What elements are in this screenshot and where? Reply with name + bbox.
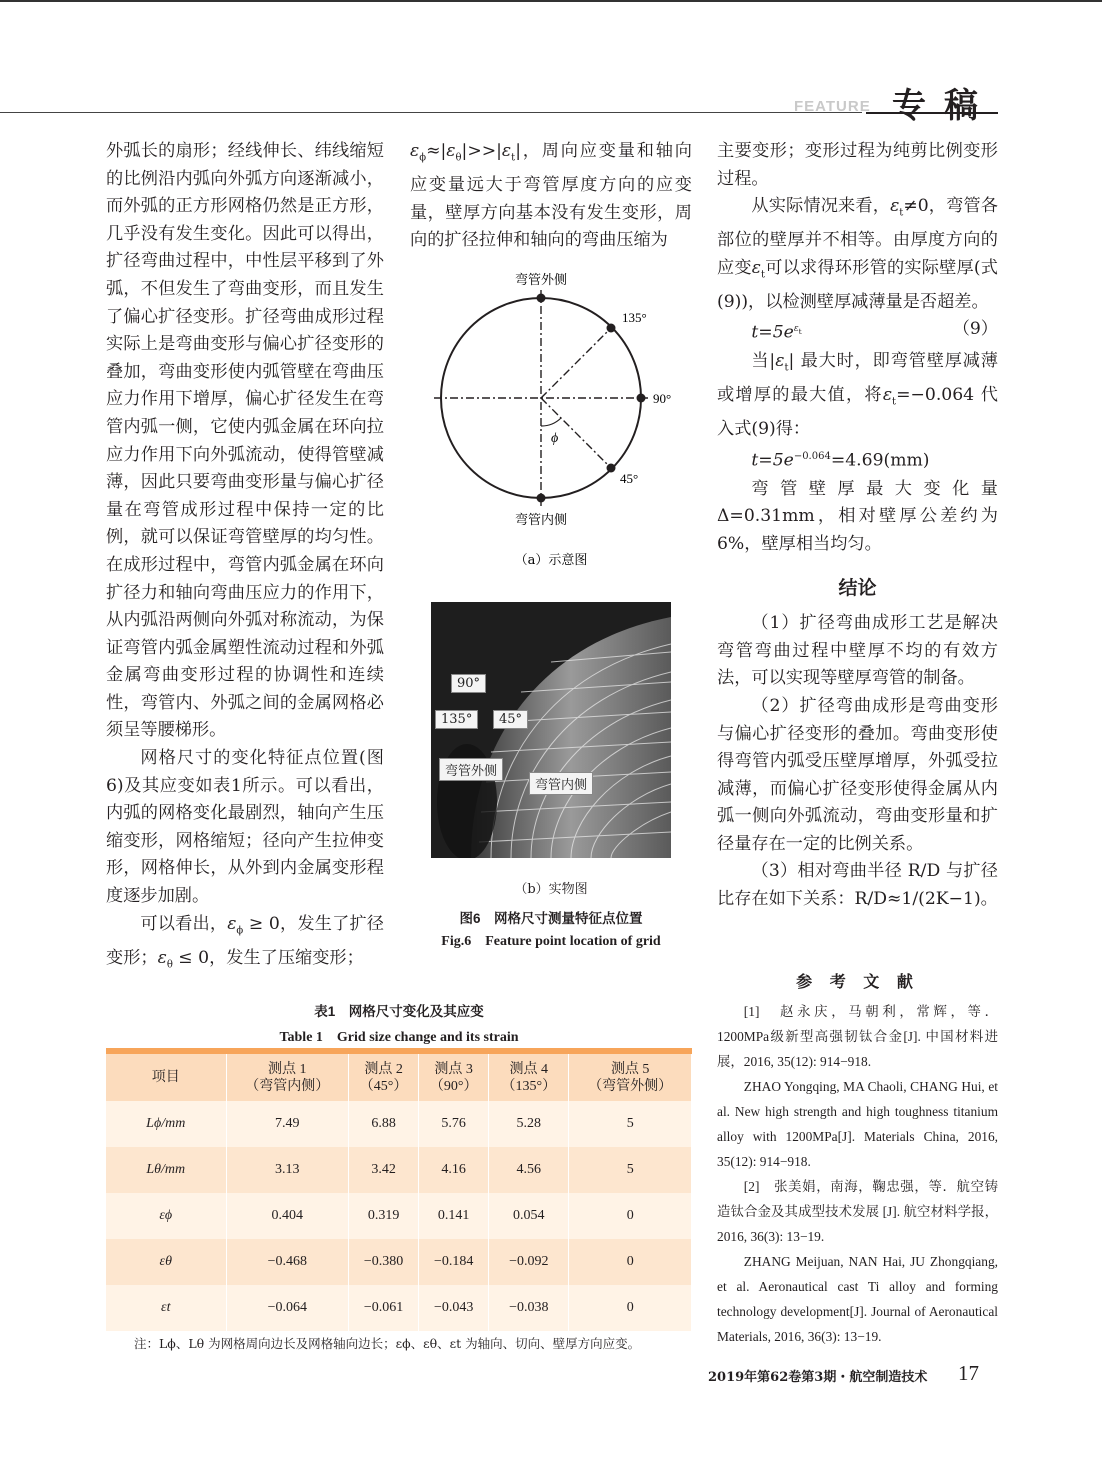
table-cell: −0.468 — [226, 1239, 349, 1285]
table-header: 测点 2 （45°） — [349, 1054, 419, 1101]
angle-90-label: 90° — [653, 391, 672, 406]
table-cell: −0.184 — [419, 1239, 489, 1285]
text-column-3 — [717, 138, 998, 1349]
row-label: Lθ/mm — [106, 1147, 226, 1193]
references-heading: 参 考 文 献 — [796, 971, 919, 991]
table-cell: 4.56 — [489, 1147, 569, 1193]
photo-label-45: 45° — [493, 710, 528, 729]
table-row — [106, 1285, 692, 1331]
text-column-1 — [106, 138, 384, 979]
row-label: εθ — [106, 1239, 226, 1285]
table-cell: 0.404 — [226, 1193, 349, 1239]
table-cell: 3.42 — [349, 1147, 419, 1193]
figure-title-cn: 图6 网格尺寸测量特征点位置 — [459, 911, 643, 926]
inner-side-label: 弯管内侧 — [514, 513, 568, 528]
table-cell: 3.13 — [226, 1147, 349, 1193]
table-row — [106, 1147, 692, 1193]
phi-label: ϕ — [551, 431, 559, 446]
text-column-2 — [410, 138, 692, 255]
table-note: 注：Lϕ、Lθ 为网格周向边长及网格轴向边长；εϕ、εθ、εt 为轴向、切向、壁厚方向应变。 — [134, 1336, 641, 1351]
reference-list — [717, 999, 998, 1349]
table-cell: 5 — [569, 1147, 692, 1193]
point-inner — [537, 494, 546, 503]
figure-title-en: Fig.6 Feature point location of grid — [441, 934, 661, 949]
reference-item: [1] 赵永庆，马朝利，常辉，等．1200MPa级新型高强韧钛合金[J]. 中国材料进展，2016, 35(12): 914−918. — [717, 1004, 998, 1070]
table-row — [106, 1193, 692, 1239]
table-cell: 0 — [569, 1239, 692, 1285]
reference-item: ZHAO Yongqing, MA Chaoli, CHANG Hui, et al. New high strength and high toughness titanium alloy with 1200MPa[J]. Materials China, 2016, 35(12): 914−918. — [717, 1079, 998, 1170]
pipe-photo — [431, 602, 671, 858]
header-rule — [0, 112, 862, 113]
equation-9: $t=5e^{\varepsilon_t}$ （9） — [751, 319, 998, 344]
table-cell: 6.88 — [349, 1101, 419, 1147]
table-header: 项目 — [106, 1054, 226, 1101]
table-cell: −0.061 — [349, 1285, 419, 1331]
footer-issue: 2019年第62卷第3期・航空制造技术 — [708, 1370, 928, 1385]
table-title-en: Table 1 Grid size change and its strain — [279, 1030, 519, 1045]
equation-result: $t=5e^{-0.064}=4.69(mm)$ — [751, 451, 930, 472]
table-cell: 0.319 — [349, 1193, 419, 1239]
table-row — [106, 1239, 692, 1285]
table-cell: −0.043 — [419, 1285, 489, 1331]
pipe-photo-drawing — [431, 602, 671, 858]
photo-label-135: 135° — [435, 710, 478, 729]
caption-b: （b）实物图 — [514, 882, 588, 897]
row-label: Lϕ/mm — [106, 1101, 226, 1147]
table-header: 测点 5 （弯管外侧） — [569, 1054, 692, 1101]
conclusion-item: （2）扩径弯曲成形是弯曲变形与偏心扩径变形的叠加。弯曲变形使得弯管内弧受压壁厚增厚，外弧受拉减薄，而偏心扩径变形使得金属从内弧一侧向外弧流动，弯曲变形量和扩径量存在一定的比例关系。 — [717, 695, 998, 854]
table-header-row — [106, 1054, 692, 1101]
table-cell: 4.16 — [419, 1147, 489, 1193]
figure-6 — [410, 262, 692, 952]
reference-item: ZHANG Meijuan, NAN Hai, JU Zhongqiang, et al. Aeronautical cast Ti alloy and forming technology development[J]. Journal of Aeronautical Materials, 2016, 36(3): 13−19. — [717, 1254, 998, 1345]
table-header: 测点 3 （90°） — [419, 1054, 489, 1101]
table-cell: −0.038 — [489, 1285, 569, 1331]
row-label: εϕ — [106, 1193, 226, 1239]
paragraph: $\varepsilon_\phi\approx|\varepsilon_\theta|>>|\varepsilon_t|$，周向应变量和轴向应变量远大于弯管厚度方向的应变量，壁厚方向基本没有发生变形，周向的扩径拉伸和轴向的弯曲压缩为 — [410, 141, 692, 251]
photo-label-90: 90° — [451, 674, 486, 693]
point-135 — [607, 324, 616, 333]
table-cell: 0.141 — [419, 1193, 489, 1239]
angle-45-label: 45° — [620, 471, 639, 486]
header-rule-bold — [866, 112, 998, 114]
angle-135-label: 135° — [622, 310, 647, 325]
table-cell: 5.28 — [489, 1101, 569, 1147]
paragraph: 弯管壁厚最大变化量Δ=0.31mm，相对壁厚公差约为 6%，壁厚相当均匀。 — [717, 478, 998, 554]
table-header: 测点 1 （弯管内侧） — [226, 1054, 349, 1101]
table-cell: 5 — [569, 1101, 692, 1147]
outer-side-label: 弯管外侧 — [514, 273, 568, 288]
table-row — [106, 1101, 692, 1147]
table-cell: 0 — [569, 1193, 692, 1239]
point-90 — [637, 394, 646, 403]
paragraph: 从实际情况来看，$\varepsilon_t\ne 0$，弯管各部位的壁厚并不相等。由厚度方向的应变$\varepsilon_t$可以求得环形管的实际壁厚(式(9))，以检测壁厚减薄量是否超差。 — [717, 196, 998, 312]
table-cell: 0 — [569, 1285, 692, 1331]
phi-arc — [541, 418, 561, 426]
table-titles — [106, 1000, 692, 1046]
page-number: 17 — [958, 1361, 979, 1385]
photo-label-inner: 弯管内侧 — [529, 772, 593, 795]
table-cell: −0.064 — [226, 1285, 349, 1331]
section-label: 专稿 — [892, 86, 996, 126]
table-cell: 0.054 — [489, 1193, 569, 1239]
table-cell: −0.380 — [349, 1239, 419, 1285]
conclusion-item: （1）扩径弯曲成形工艺是解决弯管弯曲过程中壁厚不均的有效方法，可以实现等壁厚弯管的制备。 — [717, 613, 998, 689]
paragraph: 网格尺寸的变化特征点位置(图6)及其应变如表1所示。可以看出，内弧的网格变化最剧烈，轴向产生压缩变形，网格缩短；径向产生拉伸变形，网格伸长，从外到内金属变形程度逐步加剧。 — [106, 748, 384, 907]
schematic-diagram — [410, 262, 692, 582]
point-45 — [607, 464, 616, 473]
paragraph: 外弧长的扇形；经线伸长、纬线缩短的比例沿内弧向外弧方向逐渐减小，而外弧的正方形网格仍然是正方形，几乎没有发生变化。因此可以得出，扩径弯曲过程中，中性层平移到了外弧，不但发生了弯曲变形，而且发生了偏心扩径变形。扩径弯曲成形过程实际上是弯曲变形与偏心扩径变形的叠加，弯曲变形使内弧管壁在弯曲压应力作用下增厚，偏心扩径发生在弯管内弧一侧，它使内弧金属在环向拉应力作用下向外弧流动，使得管壁减薄，因此只要弯曲变形量与偏心扩径量在弯管成形过程中保持一定的比例，就可以保证弯管壁厚的均匀性。在成形过程中，弯管内弧金属在环向扩径力和轴向弯曲压应力的作用下，从内弧沿两侧向外弧对称流动，为保证弯管内弧金属塑性流动过程和外弧金属弯曲变形过程的协调性和连续性，弯管内、外弧之间的金属网格必须呈等腰梯形。 — [106, 141, 384, 741]
conclusion-item: （3）相对弯曲半径 R/D 与扩径比存在如下关系：R/D≈1/(2K−1)。 — [717, 861, 998, 910]
feature-label: FEATURE — [794, 98, 871, 115]
point-outer — [537, 294, 546, 303]
table-title-cn: 表1 网格尺寸变化及其应变 — [314, 1004, 484, 1019]
paragraph: 可以看出，$\varepsilon_\phi \ge 0$，发生了扩径变形；$\varepsilon_\theta \le 0$，发生了压缩变形； — [106, 913, 384, 971]
table-cell: 7.49 — [226, 1101, 349, 1147]
row-label: εt — [106, 1285, 226, 1331]
table-cell: 5.76 — [419, 1101, 489, 1147]
caption-a: （a）示意图 — [514, 553, 588, 568]
table-header: 测点 4 （135°） — [489, 1054, 569, 1101]
paragraph: 主要变形；变形过程为纯剪比例变形过程。 — [717, 141, 998, 189]
page-top-border — [0, 0, 1102, 2]
table-cell: −0.092 — [489, 1239, 569, 1285]
grid-strain-table — [106, 1048, 692, 1331]
reference-item: [2] 张美娟，南海，鞠忠强，等．航空铸造钛合金及其成型技术发展 [J]. 航空材料学报，2016, 36(3): 13−19. — [717, 1179, 998, 1245]
conclusion-heading: 结论 — [838, 577, 877, 599]
paragraph: 当$|\varepsilon_t|$ 最大时，即弯管壁厚减薄或增厚的最大值，将$\varepsilon_t=-0.064$ 代入式(9)得： — [717, 350, 998, 439]
photo-label-outer: 弯管外侧 — [439, 758, 503, 781]
diagonal-135 — [541, 328, 611, 398]
